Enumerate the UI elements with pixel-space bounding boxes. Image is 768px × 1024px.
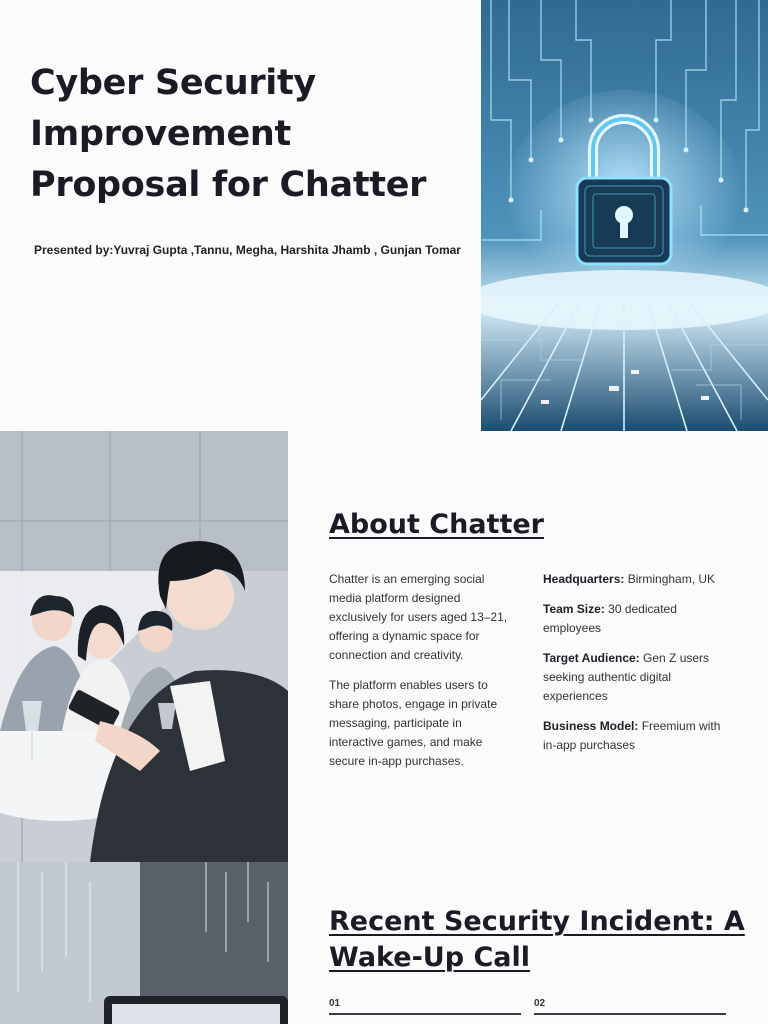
- about-paragraph: The platform enables users to share photos, engage in private messaging, participate in interactive games, and make secure in-app purchases.: [329, 678, 498, 768]
- about-heading: About Chatter: [329, 509, 544, 540]
- fact-value: Gen Z users seeking authentic digital experiences: [543, 651, 710, 703]
- incident-heading: Recent Security Incident: A Wake-Up Call: [329, 906, 745, 973]
- step-divider: [534, 1013, 726, 1015]
- step-divider: [329, 1013, 521, 1015]
- fact-headquarters: [543, 570, 735, 589]
- step-number: 02: [534, 998, 546, 1009]
- step-number: 01: [329, 998, 341, 1009]
- fact-business-model: [543, 717, 735, 755]
- fact-value: 30 dedicated employees: [543, 602, 677, 635]
- about-slide: [0, 431, 768, 862]
- about-description: [329, 570, 511, 782]
- presenters-line: Presented by:Yuvraj Gupta ,Tannu, Megha, Harshita Jhamb , Gunjan Tomar: [34, 243, 461, 257]
- incident-step: [329, 998, 521, 1015]
- laptop-rain-illustration: [0, 862, 288, 1024]
- about-paragraph: Chatter is an emerging social media platform designed exclusively for users aged 13–21, offering a dynamic space for connection and creativity.: [329, 572, 508, 662]
- fact-value: Freemium with in-app purchases: [543, 719, 721, 752]
- fact-value: Birmingham, UK: [624, 572, 716, 586]
- company-facts: [543, 570, 735, 766]
- fact-team-size: [543, 600, 735, 638]
- fact-label: Target Audience:: [543, 651, 640, 665]
- fact-label: Business Model:: [543, 719, 639, 733]
- cover-slide: [0, 0, 768, 431]
- fact-target-audience: [543, 649, 735, 706]
- padlock-circuit-illustration: [481, 0, 768, 431]
- page-title: Cyber Security Improvement Proposal for Chatter: [30, 63, 427, 205]
- incident-slide: [0, 862, 768, 1024]
- fact-label: Team Size:: [543, 602, 605, 616]
- incident-step: [534, 998, 726, 1015]
- fact-label: Headquarters:: [543, 572, 625, 586]
- young-people-with-phones-illustration: [0, 431, 288, 862]
